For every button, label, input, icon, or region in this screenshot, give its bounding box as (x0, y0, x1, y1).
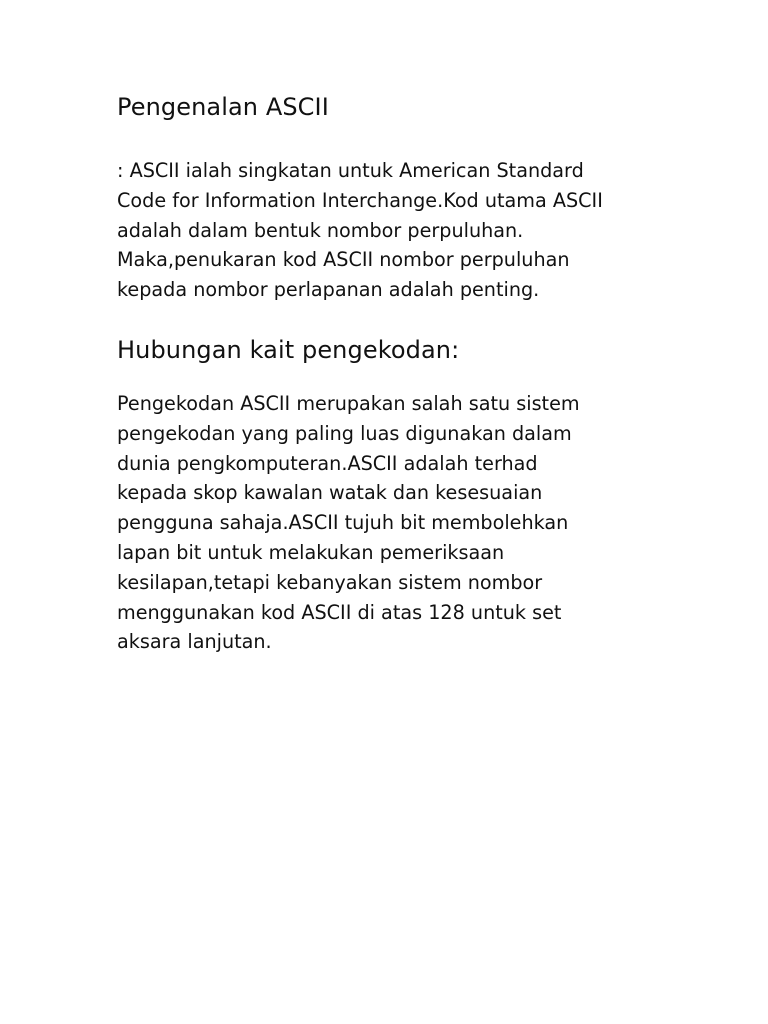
document-title: Pengenalan ASCII (117, 93, 329, 121)
intro-line: kepada nombor perlapanan adalah penting. (117, 278, 540, 302)
intro-line: Maka,penukaran kod ASCII nombor perpuluhan (117, 248, 570, 272)
body-paragraph (117, 389, 637, 657)
document-content (117, 90, 637, 657)
body-line: pengekodan yang paling luas digunakan dalam (117, 421, 572, 445)
section-subheading: Hubungan kait pengekodan: (117, 335, 460, 364)
body-line: Pengekodan ASCII merupakan salah satu sistem (117, 391, 580, 415)
body-line: aksara lanjutan. (117, 630, 272, 654)
intro-line: Code for Information Interchange.Kod utama ASCII (117, 188, 603, 212)
intro-line: adalah dalam bentuk nombor perpuluhan. (117, 218, 524, 242)
intro-line: : ASCII ialah singkatan untuk American Standard (117, 159, 584, 182)
body-line: menggunakan kod ASCII di atas 128 untuk set (117, 600, 562, 624)
body-line: lapan bit untuk melakukan pemeriksaan (117, 540, 505, 564)
body-line: pengguna sahaja.ASCII tujuh bit membolehkan (117, 511, 569, 535)
intro-paragraph (117, 156, 637, 305)
body-line: kepada skop kawalan watak dan kesesuaian (117, 481, 543, 505)
body-line: dunia pengkomputeran.ASCII adalah terhad (117, 451, 538, 475)
body-line: kesilapan,tetapi kebanyakan sistem nombor (117, 570, 543, 594)
